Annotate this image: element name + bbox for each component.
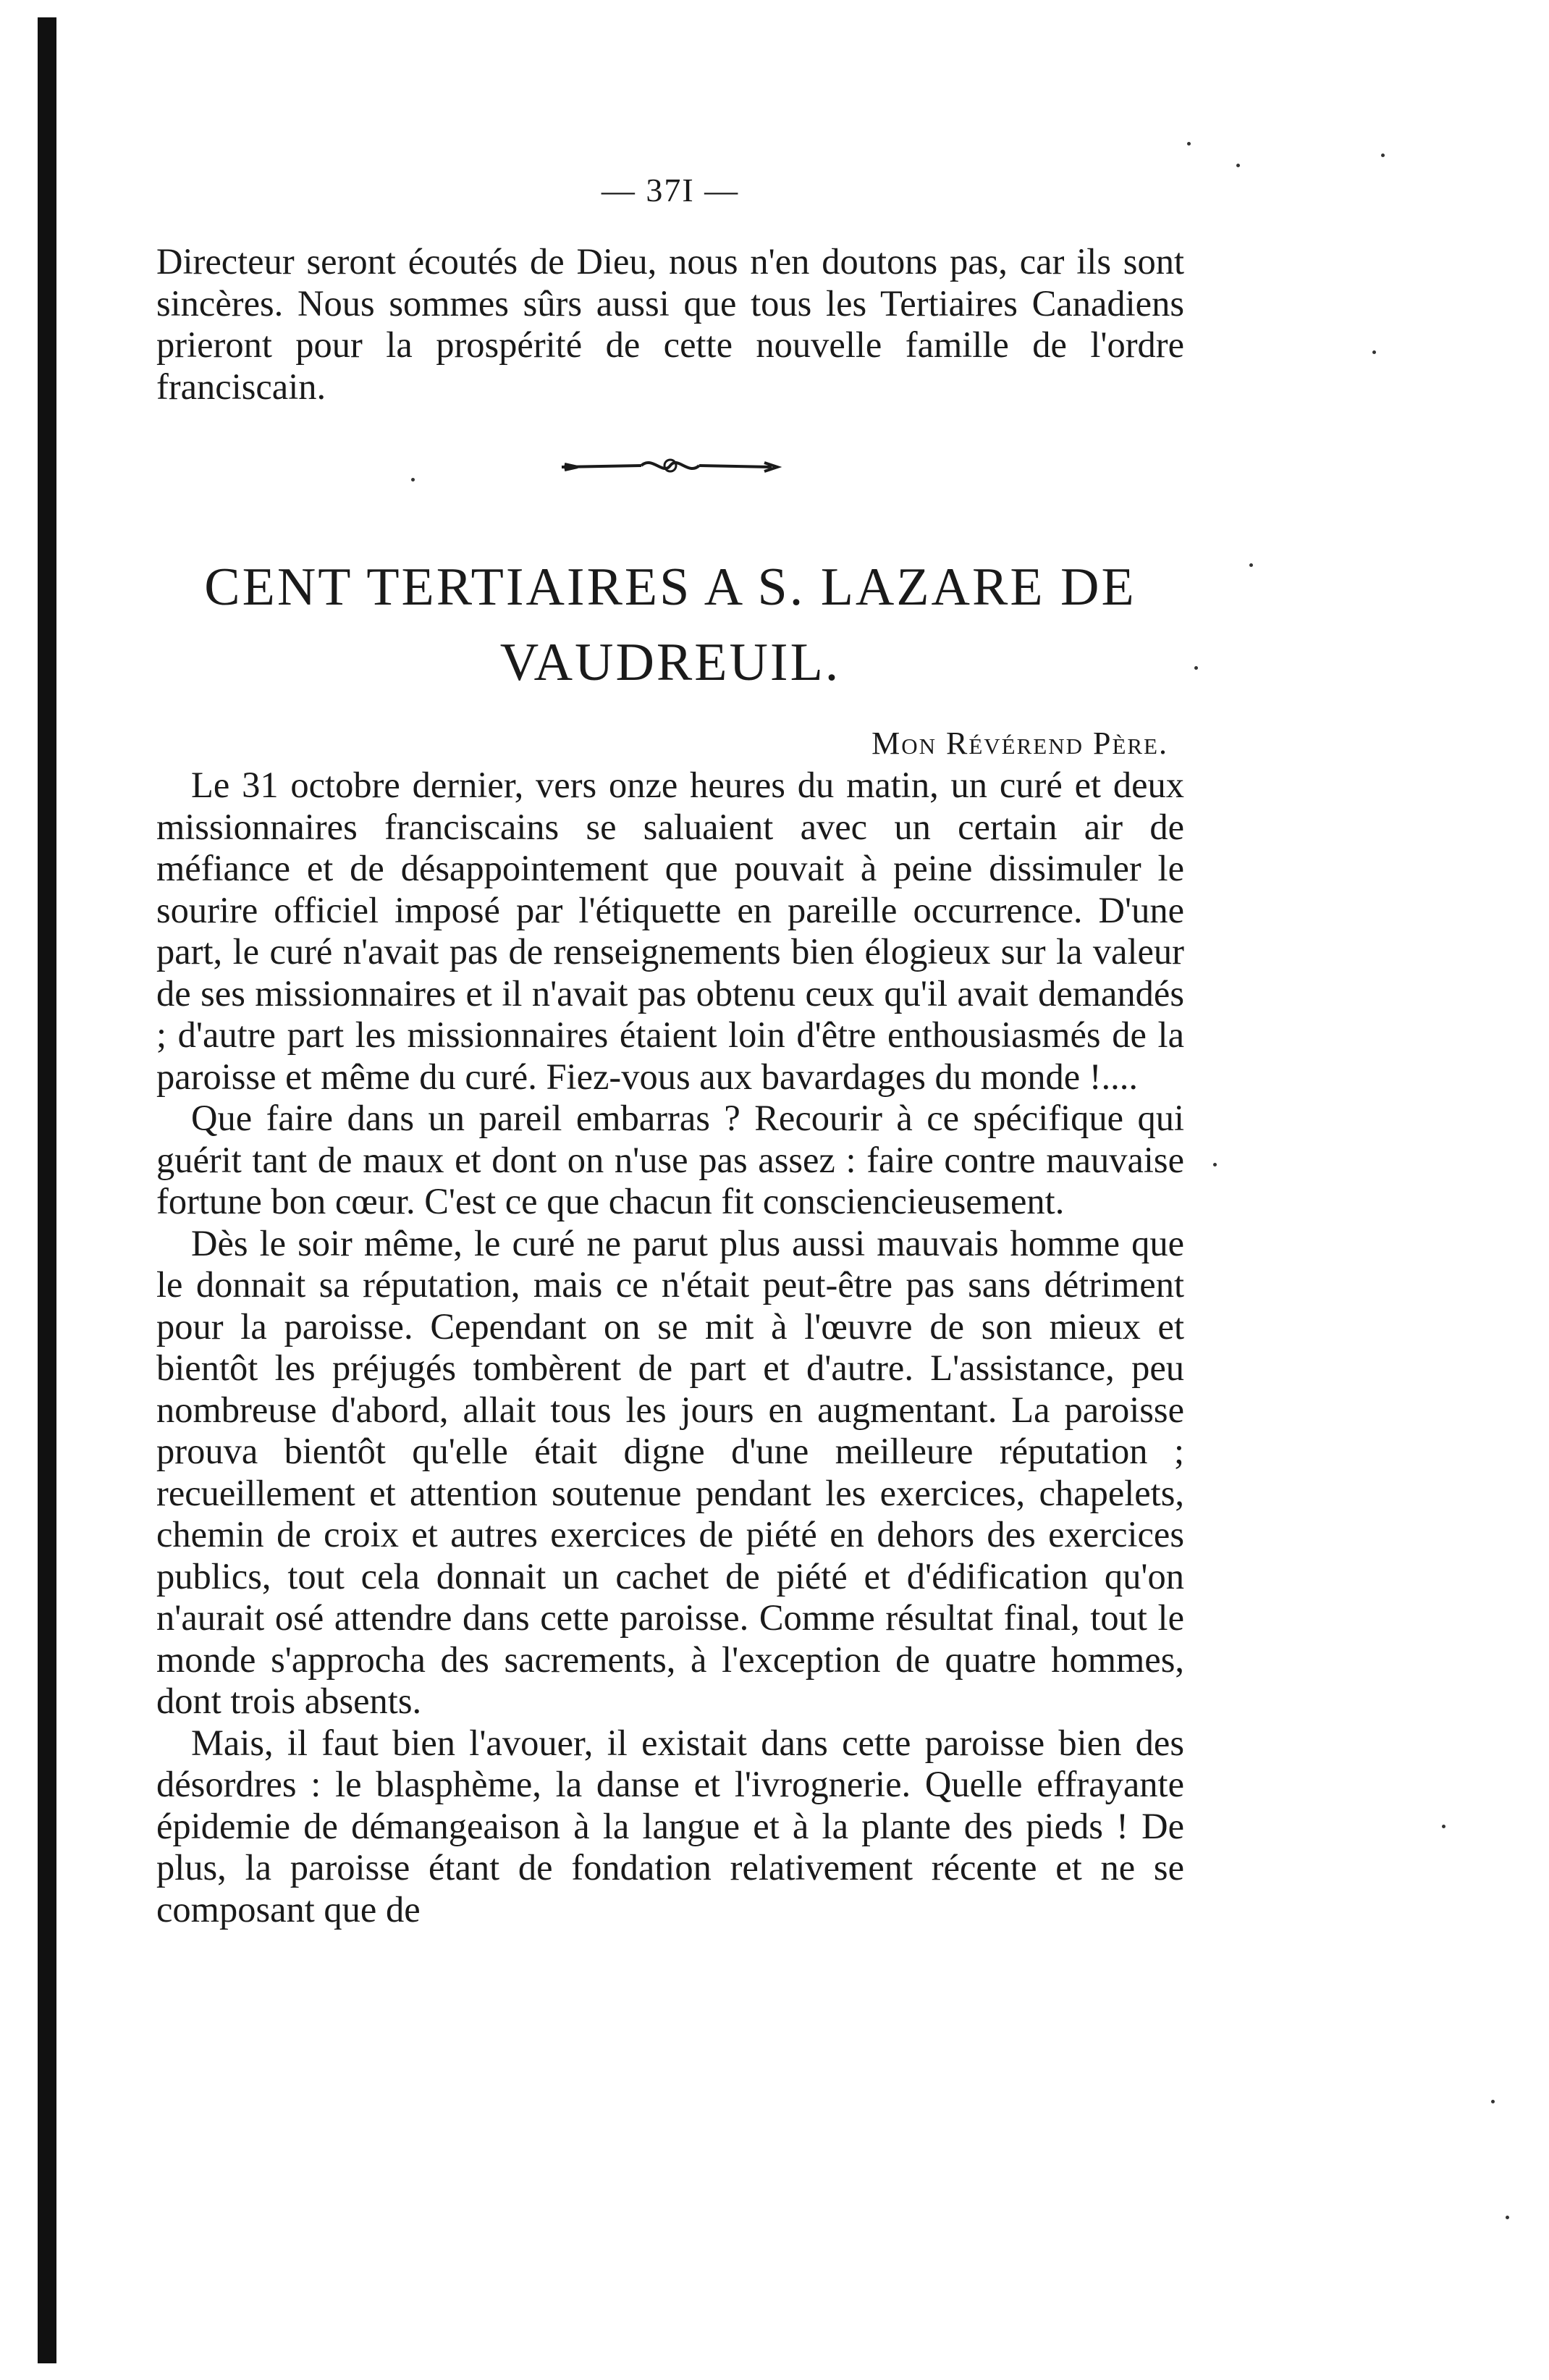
salutation: Mon Révérend Père. <box>871 726 1168 761</box>
divider-flourish-icon <box>554 451 786 480</box>
article-title-line-2: VAUDREUIL. <box>499 633 841 692</box>
body-paragraph-4: Mais, il faut bien l'avouer, il existait dans cette paroisse bien des désordres : le blasphème, la danse et l'ivrognerie. Quelle effrayante épidemie de démangeaison à la langue et à la plante des pieds ! De plus, la paroisse étant de fondation relativement récente et ne se composant que de <box>156 1722 1184 1930</box>
scan-speck <box>1381 154 1385 157</box>
intro-paragraph: Directeur seront écoutés de Dieu, nous n'en doutons pas, car ils sont sincères. Nous sommes sûrs aussi que tous les Tertiaires Canadiens prieront pour la prospérité de cette nouvelle famille de l'ordre franciscain. <box>156 241 1184 407</box>
scan-speck <box>1194 666 1198 670</box>
scan-speck <box>1506 2216 1509 2219</box>
body-paragraph-1: Le 31 octobre dernier, vers onze heures du matin, un curé et deux missionnaires franciscains se saluaient avec un certain air de méfiance et de désappointement que pouvait à peine dissimuler le sourire officiel imposé par l'étiquette en pareille occurrence. D'une part, le curé n'avait pas de renseignements bien élogieux sur la valeur de ses missionnaires et il n'avait pas obtenu ceux qu'il avait demandés ; d'autre part les missionnaires étaient loin d'être enthousiasmés de la paroisse et même du curé. Fiez-vous aux bavardages du monde !.... <box>156 765 1184 1097</box>
scan-edge-notch <box>90 127 98 132</box>
page-number: — 37I — <box>601 172 740 209</box>
body-paragraph-2: Que faire dans un pareil embarras ? Recourir à ce spécifique qui guérit tant de maux et dont on n'use pas assez : faire contre mauvaise fortune bon cœur. C'est ce que chacun fit consciencieusement. <box>156 1098 1184 1221</box>
scan-speck <box>1491 2100 1495 2103</box>
body-paragraph-3: Dès le soir même, le curé ne parut plus aussi mauvais homme que le donnait sa réputation, mais ce n'était peut-être pas sans détriment pour la paroisse. Cependant on se mit à l'œuvre de son mieux et bientôt les préjugés tombèrent de part et d'autre. L'assistance, peu nombreuse d'abord, allait tous les jours en augmentant. La paroisse prouva bientôt qu'elle était digne d'une meilleure réputation ; recueillement et attention soutenue pendant les exercices, chapelets, chemin de croix et autres exercices de piété en dehors des exercices publics, tout cela donnait un cachet de piété et d'édification qu'on n'aurait osé attendre dans cette paroisse. Comme résultat final, tout le monde s'approcha des sacrements, à l'exception de quatre hommes, dont trois absents. <box>156 1222 1184 1721</box>
scan-speck <box>1213 1163 1217 1166</box>
scan-speck <box>1236 164 1240 167</box>
article-title <box>156 550 1184 700</box>
scan-speck <box>1442 1825 1445 1828</box>
article-title-line-1: CENT TERTIAIRES A S. LAZARE DE <box>204 558 1136 617</box>
scan-speck <box>1372 350 1376 354</box>
scan-speck <box>1249 563 1253 567</box>
page-content <box>156 171 1184 1930</box>
scan-speck <box>1187 142 1191 146</box>
scan-binding-edge <box>38 17 56 2363</box>
